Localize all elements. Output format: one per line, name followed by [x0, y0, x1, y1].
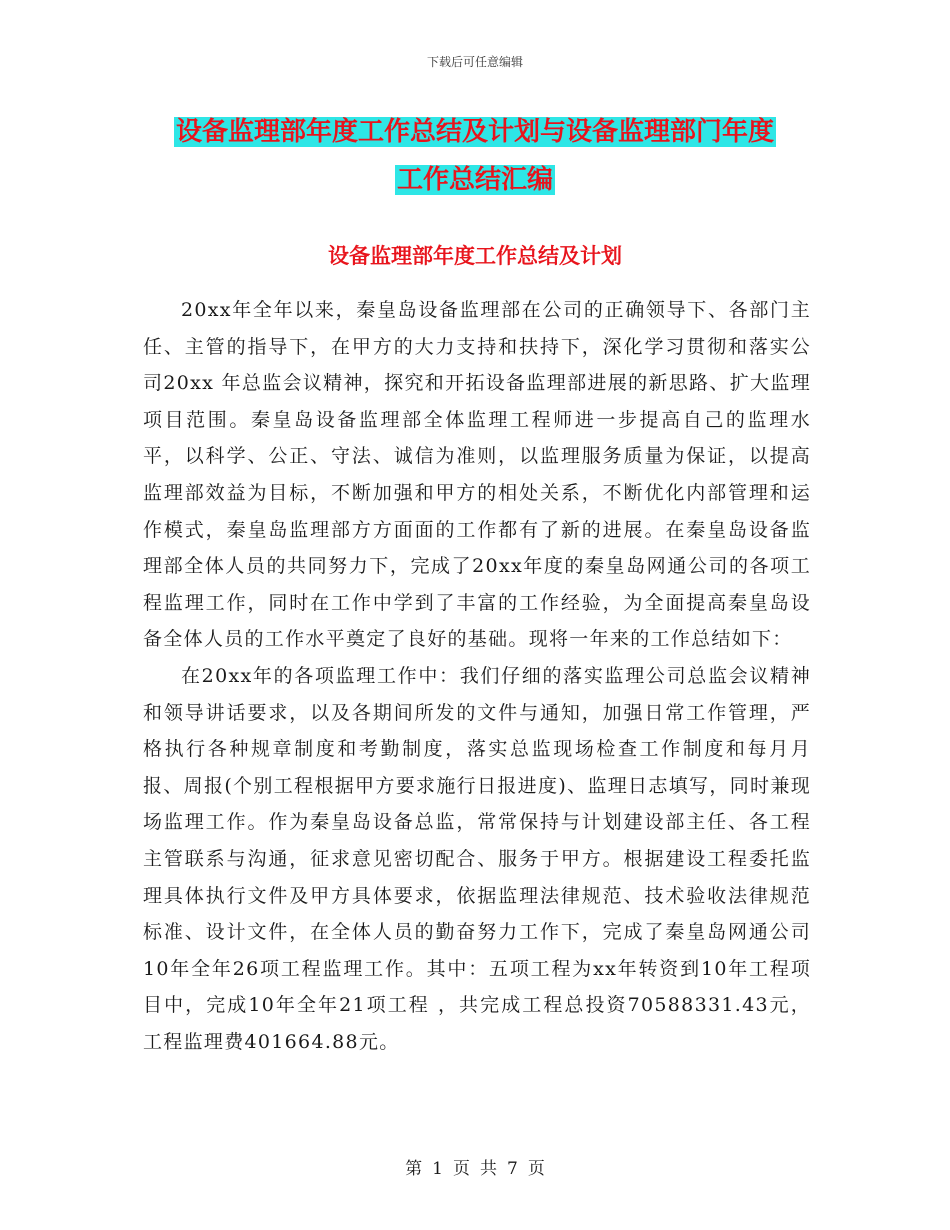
page-total-number: 7 — [507, 1159, 518, 1179]
page-label-mid: 页 — [453, 1159, 470, 1179]
header-note: 下载后可任意编辑 — [426, 55, 523, 69]
body-paragraph: 在20xx年的各项监理工作中：我们仔细的落实监理公司总监会议精神和领导讲话要求，以及各期间所发的文件与通知，加强日常工作管理，严格执行各种规章制度和考勤制度，落实总监现场检查工作制度和每月月报、周报(个别工程根据甲方要求施行日报进度)、监理日志填写，同时兼现场监理工作。作为秦皇岛设备总监，常常保持与计划建设部主任、各工程主管联系与沟通，征求意见密切配合、服务于甲方。根据建设工程委托监理具体执行文件及甲方具体要求，依据监理法律规范、技术验收法律规范标准、设计文件，在全体人员的勤奋努力工作下，完成了秦皇岛网通公司10年全年26项工程监理工作。其中：五项工程为xx年转资到10年工程项目中，完成10年全年21项工程 ，共完成工程总投资70588331.43元，工程监理费401664.88元。 — [143, 664, 811, 1053]
page-current-number: 1 — [432, 1159, 443, 1179]
page-footer — [0, 1154, 950, 1179]
document-title-line-1: 设备监理部年度工作总结及计划与设备监理部门年度 — [175, 117, 774, 147]
page-label-suffix: 页 — [527, 1159, 545, 1179]
body-paragraph: 20xx年全年以来，秦皇岛设备监理部在公司的正确领导下、各部门主任、主管的指导下，在甲方的大力支持和扶持下，深化学习贯彻和落实公司20xx 年总监会议精神，探究和开拓设备监理部进展的新思路、扩大监理项目范围。秦皇岛设备监理部全体监理工程师进一步提高自己的监理水平，以科学、公正、守法、诚信为准则，以监理服务质量为保证，以提高监理部效益为目标，不断加强和甲方的相处关系，不断优化内部管理和运作模式，秦皇岛监理部方方面面的工作都有了新的进展。在秦皇岛设备监理部全体人员的共同努力下，完成了20xx年度的秦皇岛网通公司的各项工程监理工作，同时在工作中学到了丰富的工作经验，为全面提高秦皇岛设备全体人员的工作水平奠定了良好的基础。现将一年来的工作总结如下： — [143, 299, 811, 651]
page-label-prefix: 第 — [405, 1159, 423, 1179]
document-title-line-2: 工作总结汇编 — [396, 165, 553, 195]
page-label-total-prefix: 共 — [480, 1159, 497, 1179]
document-body — [143, 292, 811, 1060]
section-heading: 设备监理部年度工作总结及计划 — [328, 244, 622, 268]
document-title — [140, 108, 810, 204]
